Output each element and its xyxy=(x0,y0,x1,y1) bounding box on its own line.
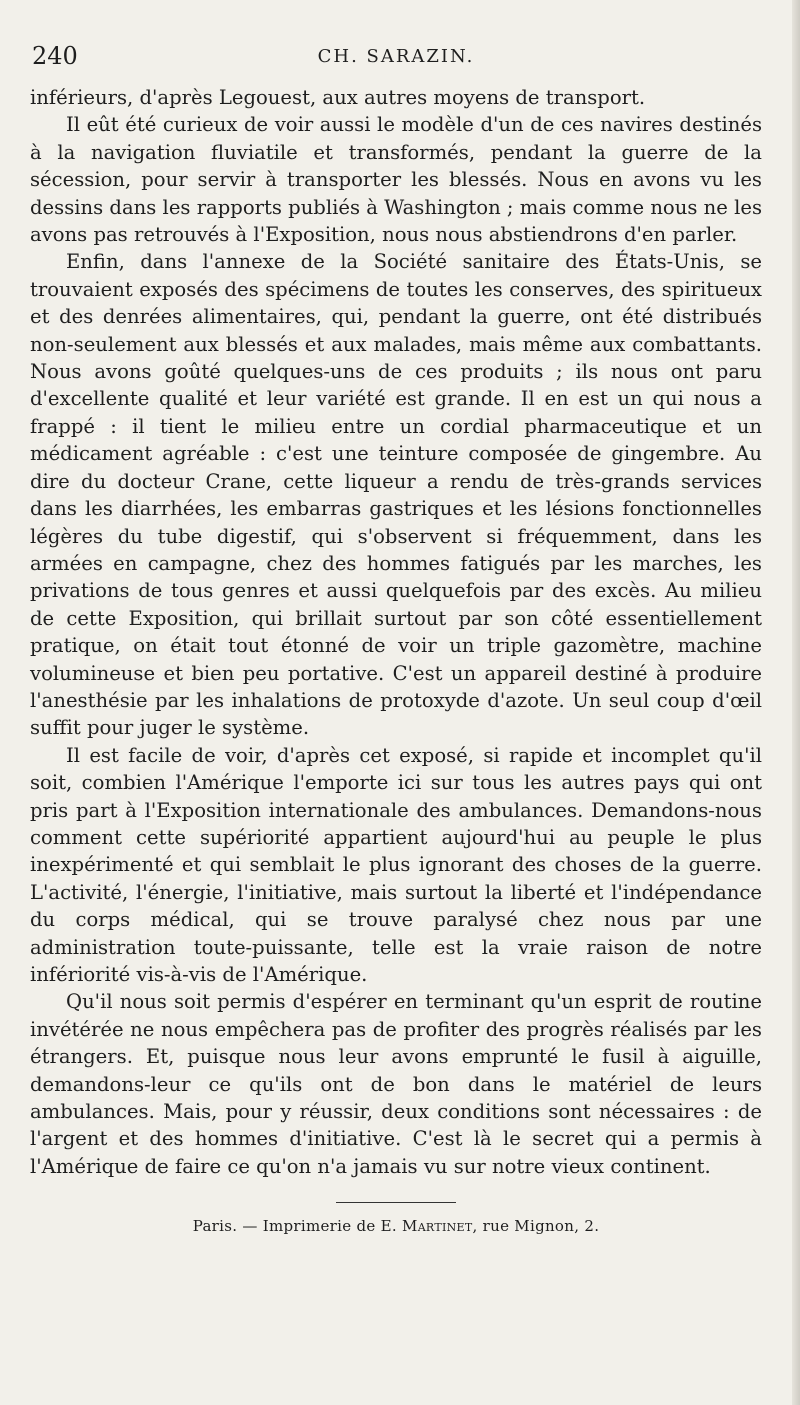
footer-rule xyxy=(336,1202,456,1203)
paragraph-ships: Il eût été curieux de voir aussi le modèle d'un de ces navires destinés à la navigation fluviatile et transformés, pendant la guerre de la sécession, pour servir à transporter les blessés. Nous en avons vu les dessins dans les rapports publiés à Washington ; mais comme nous ne les avons pas retrouvés à l'Exposition, nous nous abstiendrons d'en parler. xyxy=(30,113,762,247)
printer-imprint xyxy=(30,1217,762,1235)
paragraph-sanitary-society: Enfin, dans l'annexe de la Société sanitaire des États-Unis, se trouvaient exposés des spécimens de toutes les conserves, des spiritueux et des denrées alimentaires, qui, pendant la guerre, ont été distribués non-seulement aux blessés et aux malades, mais même aux combattants. Nous avons goûté quelques-uns de ces produits ; ils nous ont paru d'excellente qualité et leur variété est grande. Il en est un qui nous a frappé : il tient le milieu entre un cordial pharmaceutique et un médicament agréable : c'est une teinture composée de gingembre. Au dire du docteur Crane, cette liqueur a rendu de très-grands services dans les diarrhées, les embarras gastriques et les lésions fonctionnelles légères du tube digestif, qui s'observent si fréquemment, dans les armées en campagne, chez des hommes fatigués par les marches, les privations de tous genres et aussi quelquefois par des excès. Au milieu de cette Exposition, qui brillait surtout par son côté essentiellement pratique, on était tout étonné de voir un triple gazomètre, machine volumineuse et bien peu portative. C'est un appareil destiné à produire l'anesthésie par les inhalations de protoxyde d'azote. Un seul coup d'œil suffit pour juger le système. xyxy=(30,250,762,740)
paragraph-continuation: inférieurs, d'après Legouest, aux autres moyens de transport. xyxy=(30,86,646,109)
body-text xyxy=(30,84,762,1180)
running-title: CH. SARAZIN. xyxy=(317,46,475,67)
paragraph-conclusion: Qu'il nous soit permis d'espérer en terminant qu'un esprit de routine invétérée ne nous empêchera pas de profiter des progrès réalisés par les étrangers. Et, puisque nous leur avons emprunté le fusil à aiguille, demandons-leur ce qu'ils ont de bon dans le matériel de leurs ambulances. Mais, pour y réussir, deux conditions sont nécessaires : de l'argent et des hommes d'initiative. C'est là le secret qui a permis à l'Amérique de faire ce qu'on n'a jamais vu sur notre vieux continent. xyxy=(30,990,762,1178)
page-header xyxy=(30,42,762,82)
imprint-address: , rue Mignon, 2. xyxy=(472,1217,600,1236)
imprint-printer: Martinet xyxy=(402,1217,473,1236)
paragraph-america-superiority: Il est facile de voir, d'après cet exposé, si rapide et incomplet qu'il soit, combien l'Amérique l'emporte ici sur tous les autres pays qui ont pris part à l'Exposition internationale des ambulances. Demandons-nous comment cette supériorité appartient aujourd'hui au peuple le plus inexpérimenté et qui semblait le plus ignorant des choses de la guerre. L'activité, l'énergie, l'initiative, mais surtout la liberté et l'indépendance du corps médical, qui se trouve paralysé chez nous par une administration toute-puissante, telle est la vraie raison de notre infériorité vis-à-vis de l'Amérique. xyxy=(30,743,762,986)
page-number: 240 xyxy=(32,42,78,70)
page-edge xyxy=(792,0,800,1405)
imprint-city: Paris. — Imprimerie de E. xyxy=(192,1217,397,1236)
